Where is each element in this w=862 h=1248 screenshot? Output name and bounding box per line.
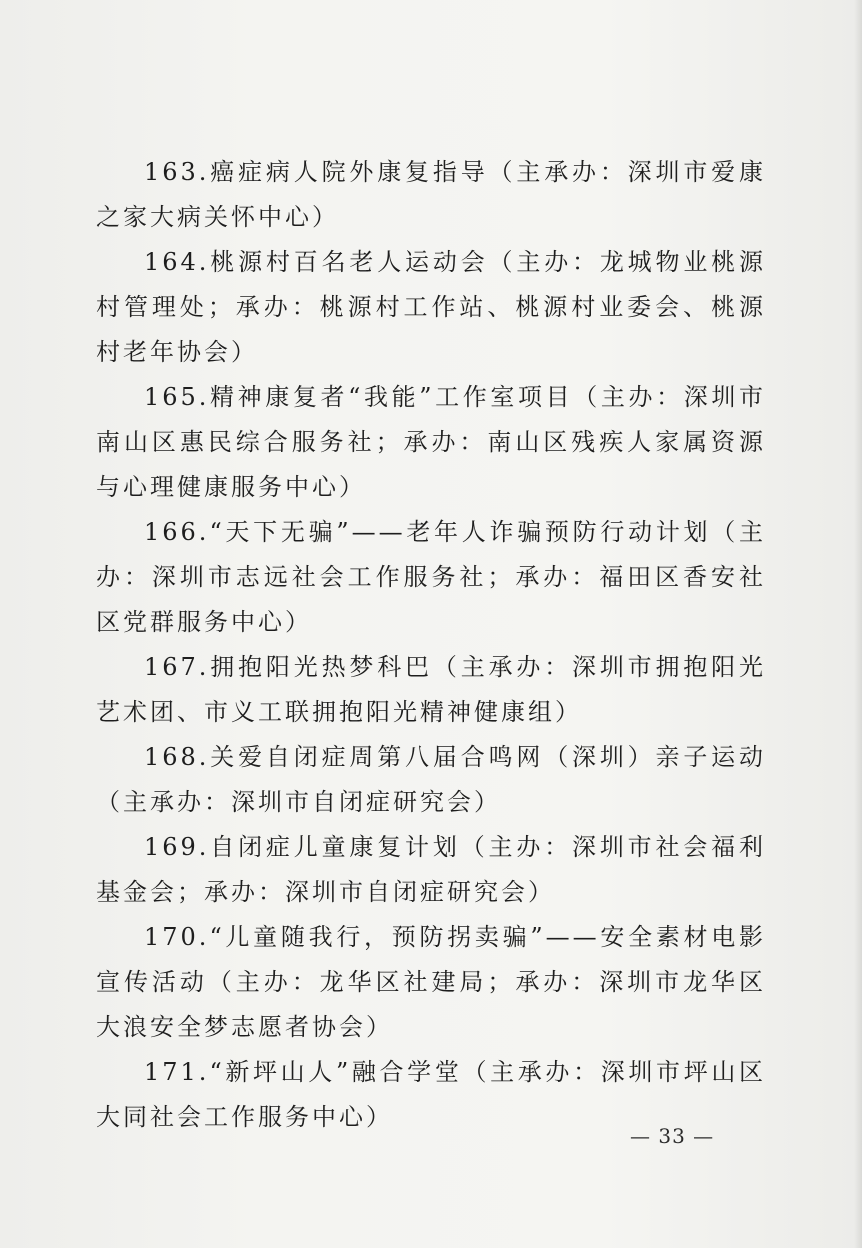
list-item xyxy=(96,510,766,645)
entry-text: “儿童随我行，预防拐卖骗”——安全素材电影宣传活动（主办：龙华区社建局；承办：深圳市龙华区大浪安全梦志愿者协会） xyxy=(96,923,766,1041)
entry-text: “天下无骗”——老年人诈骗预防行动计划（主办：深圳市志远社会工作服务社；承办：福田区香安社区党群服务中心） xyxy=(96,518,766,636)
entry-number: 167. xyxy=(144,653,210,681)
list-item xyxy=(96,375,766,510)
entry-number: 171. xyxy=(144,1058,210,1086)
entry-text: 精神康复者“我能”工作室项目（主办：深圳市南山区惠民综合服务社；承办：南山区残疾人家属资源与心理健康服务中心） xyxy=(96,383,766,501)
list-item xyxy=(96,825,766,915)
list-item xyxy=(96,735,766,825)
entry-text: 关爱自闭症周第八届合鸣网（深圳）亲子运动（主承办：深圳市自闭症研究会） xyxy=(96,743,766,816)
entry-number: 166. xyxy=(144,518,210,546)
entry-number: 165. xyxy=(144,383,210,411)
entry-list xyxy=(96,150,766,1140)
entry-number: 164. xyxy=(144,248,210,276)
entry-text: “新坪山人”融合学堂（主承办：深圳市坪山区大同社会工作服务中心） xyxy=(96,1058,766,1131)
entry-text: 癌症病人院外康复指导（主承办：深圳市爱康之家大病关怀中心） xyxy=(96,158,766,231)
list-item xyxy=(96,915,766,1050)
page-edge-shadow xyxy=(854,0,862,1248)
entry-text: 桃源村百名老人运动会（主办：龙城物业桃源村管理处；承办：桃源村工作站、桃源村业委会、桃源村老年协会） xyxy=(96,248,766,366)
entry-number: 163. xyxy=(144,158,210,186)
page-number: — 33 — xyxy=(630,1124,715,1148)
entry-number: 168. xyxy=(144,743,210,771)
list-item xyxy=(96,645,766,735)
entry-number: 169. xyxy=(144,833,210,861)
list-item xyxy=(96,240,766,375)
entry-text: 拥抱阳光热梦科巴（主承办：深圳市拥抱阳光艺术团、市义工联拥抱阳光精神健康组） xyxy=(96,653,766,726)
entry-number: 170. xyxy=(144,923,210,951)
entry-text: 自闭症儿童康复计划（主办：深圳市社会福利基金会；承办：深圳市自闭症研究会） xyxy=(96,833,766,906)
list-item xyxy=(96,150,766,240)
